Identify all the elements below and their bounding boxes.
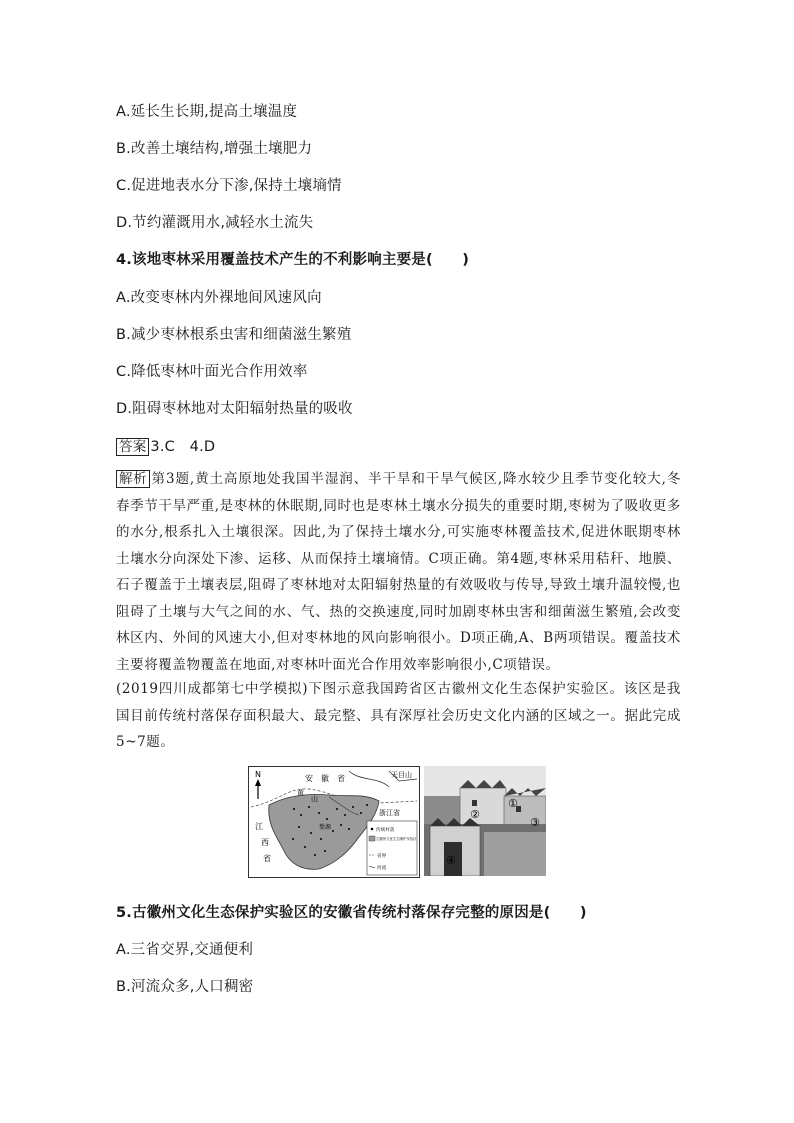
region-map bbox=[248, 766, 420, 878]
answer-tag: 答案 bbox=[116, 438, 149, 456]
map-xi-label: 西 bbox=[261, 838, 269, 847]
q4-option-c: C.降低枣林叶面光合作用效率 bbox=[116, 364, 308, 380]
legend-item-villages: 传统村落 bbox=[376, 828, 395, 833]
q3-option-d: D.节约灌溉用水,减轻水土流失 bbox=[116, 215, 314, 231]
q4-option-b: B.减少枣林根系虫害和细菌滋生繁殖 bbox=[116, 327, 352, 343]
map-sheng-label: 省 bbox=[263, 854, 271, 863]
analysis-tag: 解析 bbox=[116, 470, 150, 488]
legend-village-icon bbox=[371, 828, 374, 831]
answer-text: 3.C 4.D bbox=[150, 439, 216, 455]
map-wuyuan-label: 婺源 bbox=[319, 824, 332, 831]
q4-stem bbox=[116, 248, 469, 269]
village-photo-graphic bbox=[424, 766, 546, 876]
q4-stem-text: 4.该地枣林采用覆盖技术产生的不利影响主要是( ) bbox=[116, 252, 470, 268]
map-zhejiang-label: 浙江省 bbox=[379, 809, 400, 817]
map-anhui-label: 安 徽 省 bbox=[305, 774, 345, 783]
intro-paragraph: (2019四川成都第七中学模拟)下图示意我国跨省区古徽州文化生态保护实验区。该区是我国目前传统村落保存面积最大、最完整、具有深厚社会历史文化内涵的区域之一。据此完成5~7题。 bbox=[116, 681, 681, 750]
map-shan-label: 山 bbox=[311, 795, 318, 803]
photo-marker-4: ④ bbox=[446, 854, 456, 867]
q4-option-d: D.阻碍枣林地对太阳辐射热量的吸收 bbox=[116, 401, 353, 417]
photo-marker-3: ③ bbox=[530, 816, 540, 829]
map-north-label: N bbox=[255, 770, 261, 779]
legend-zone-icon bbox=[369, 836, 375, 841]
map-huang-label: 黄 bbox=[297, 789, 304, 797]
village-photo bbox=[424, 766, 546, 876]
legend-item-river: 河流 bbox=[377, 866, 387, 871]
north-arrow-icon bbox=[255, 779, 261, 799]
legend-item-zone: 古徽州文化生态保护实验区 bbox=[376, 837, 417, 841]
q3-option-b: B.改善土壤结构,增强土壤肥力 bbox=[116, 141, 313, 157]
q4-option-a: A.改变枣林内外裸地间风速风向 bbox=[116, 290, 322, 306]
q5-stem-text: 5.古徽州文化生态保护实验区的安徽省传统村落保存完整的原因是( ) bbox=[116, 905, 587, 921]
q5-option-b: B.河流众多,人口稠密 bbox=[116, 979, 254, 995]
photo-marker-2: ② bbox=[470, 808, 480, 821]
answer-line bbox=[116, 435, 215, 456]
q5-stem bbox=[116, 901, 587, 922]
map-graphic bbox=[249, 767, 419, 877]
analysis-text: 第3题,黄土高原地处我国半湿润、半干旱和干旱气候区,降水较少且季节变化较大,冬春季节干旱严重,是枣林的休眠期,同时也是枣林土壤水分损失的重要时期,枣树为了吸收更多的水分,根系扎入土壤很深。因此,为了保持土壤水分,可实施枣林覆盖技术,促进休眠期枣林土壤水分向深处下渗、运移、从而保持土壤墒情。C项正确。第4题,枣林采用秸秆、地膜、石子覆盖于土壤表层,阻碍了枣林地对太阳辐射热量的有效吸收与传导,导致土壤升温较慢,也阻碍了土壤与大气之间的水、气、热的交换速度,同时加剧枣林虫害和细菌滋生繁殖,会改变林区内、外间的风速大小,但对枣林地的风向影响很小。D项正确,A、B两项错误。覆盖技术主要将覆盖物覆盖在地面,对枣林叶面光合作用效率影响很小,C项错误。 bbox=[116, 471, 681, 673]
map-jiang-label: 江 bbox=[255, 822, 263, 831]
map-tianmu-label: 天目山 bbox=[391, 771, 412, 779]
legend-item-border: 省界 bbox=[377, 854, 387, 859]
photo-marker-1: ① bbox=[508, 797, 518, 810]
q5-option-a: A.三省交界,交通便利 bbox=[116, 942, 254, 958]
q3-option-a: A.延长生长期,提高土壤温度 bbox=[116, 104, 298, 120]
analysis-paragraph bbox=[116, 466, 681, 678]
q3-option-c: C.促进地表水分下渗,保持土壤墒情 bbox=[116, 178, 342, 194]
